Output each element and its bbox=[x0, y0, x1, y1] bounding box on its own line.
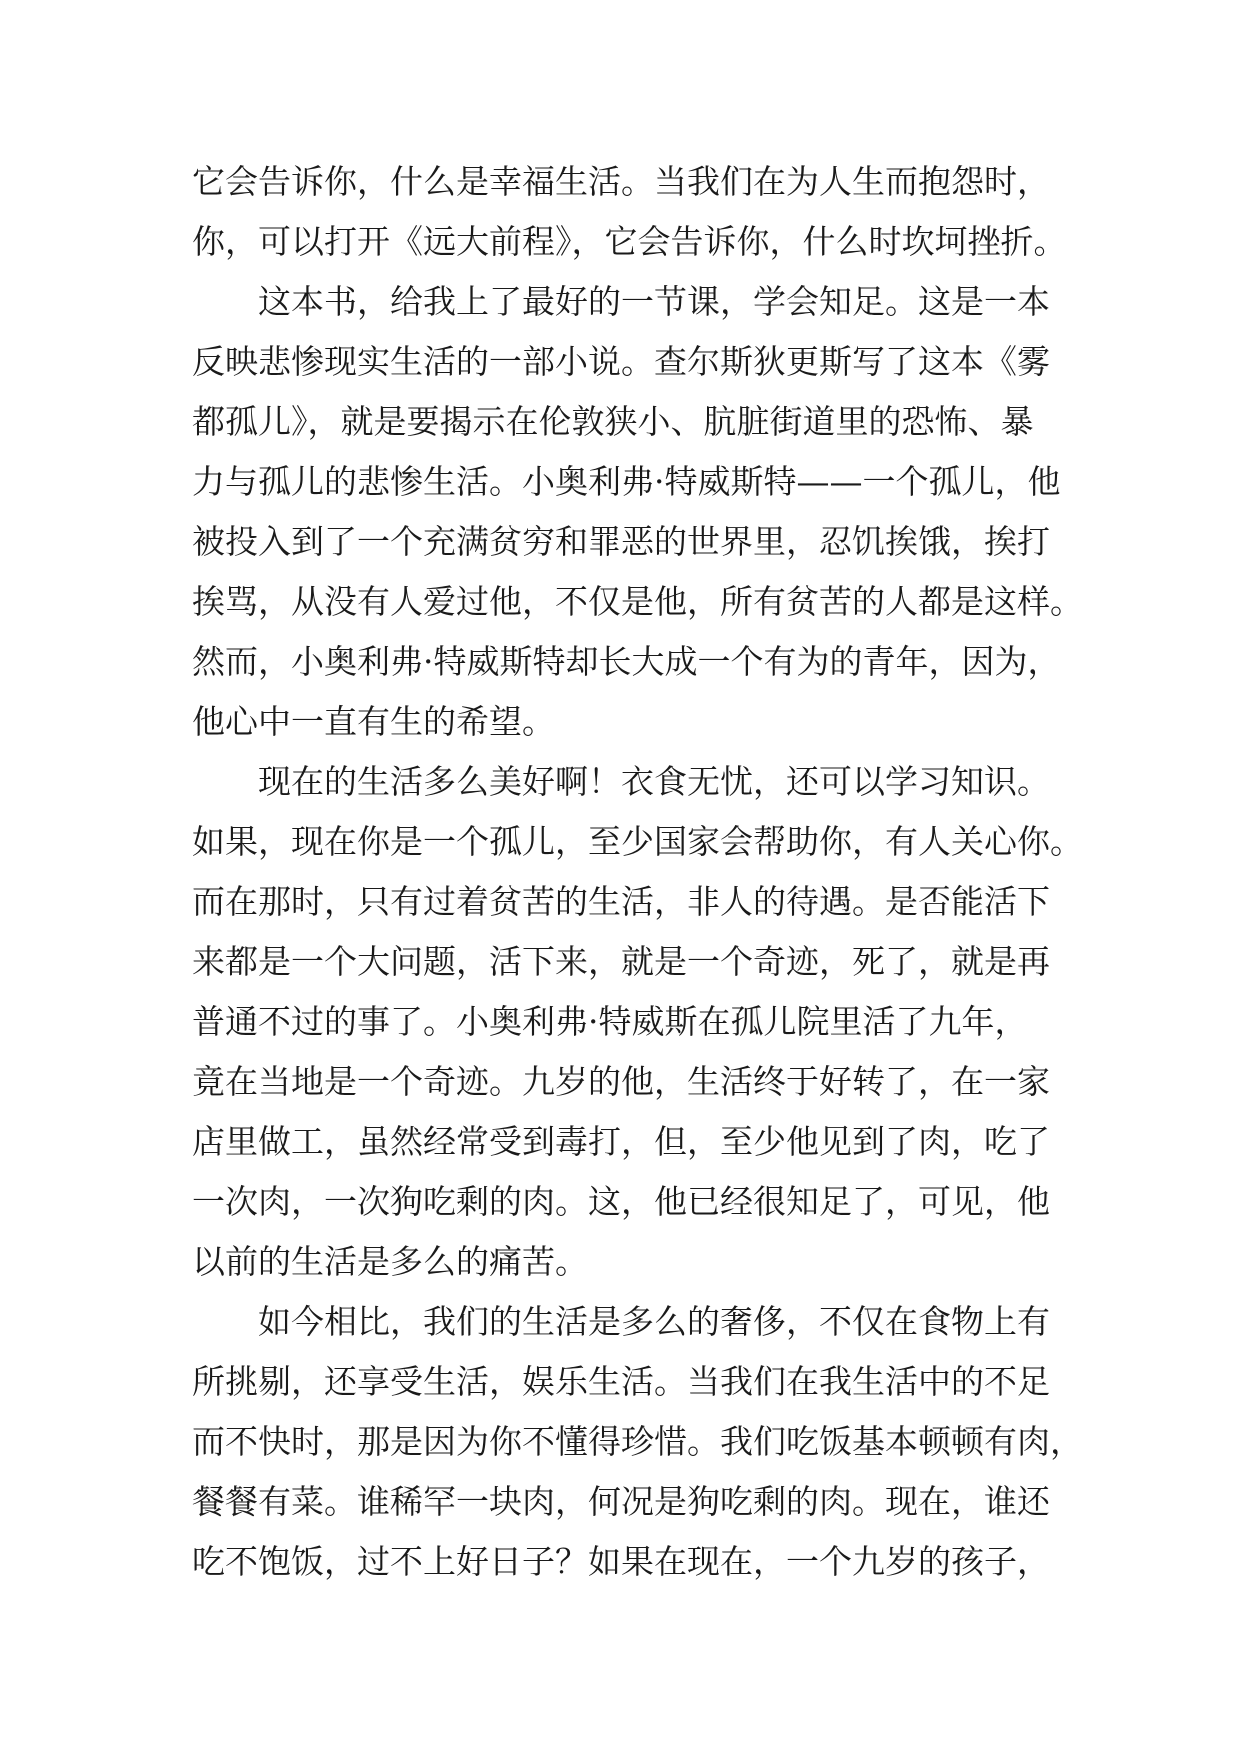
body-text bbox=[192, 152, 1083, 1592]
text-line: 以前的生活是多么的痛苦。 bbox=[192, 1242, 588, 1281]
text-line: 店里做工，虽然经常受到毒打，但，至少他见到了肉，吃了 bbox=[192, 1122, 1050, 1161]
text-line: 它会告诉你，什么是幸福生活。当我们在为人生而抱怨时， bbox=[192, 162, 1050, 201]
text-line: 竟在当地是一个奇迹。九岁的他，生活终于好转了，在一家 bbox=[192, 1062, 1050, 1101]
text-line: 如今相比，我们的生活是多么的奢侈，不仅在食物上有 bbox=[192, 1302, 1050, 1341]
text-line: 都孤儿》，就是要揭示在伦敦狭小、肮脏街道里的恐怖、暴 bbox=[192, 402, 1034, 441]
text-line: 挨骂，从没有人爱过他，不仅是他，所有贫苦的人都是这样。 bbox=[192, 582, 1083, 621]
text-line: 现在的生活多么美好啊！衣食无忧，还可以学习知识。 bbox=[192, 762, 1050, 801]
text-line: 这本书，给我上了最好的一节课，学会知足。这是一本 bbox=[192, 282, 1050, 321]
text-line: 吃不饱饭，过不上好日子？如果在现在，一个九岁的孩子， bbox=[192, 1542, 1050, 1581]
text-line: 所挑剔，还享受生活，娱乐生活。当我们在我生活中的不足 bbox=[192, 1362, 1050, 1401]
text-line: 被投入到了一个充满贫穷和罪恶的世界里，忍饥挨饿，挨打 bbox=[192, 522, 1050, 561]
text-line: 餐餐有菜。谁稀罕一块肉，何况是狗吃剩的肉。现在，谁还 bbox=[192, 1482, 1050, 1521]
text-line: 而不快时，那是因为你不懂得珍惜。我们吃饭基本顿顿有肉， bbox=[192, 1422, 1083, 1461]
text-line: 来都是一个大问题，活下来，就是一个奇迹，死了，就是再 bbox=[192, 942, 1050, 981]
text-line: 然而，小奥利弗·特威斯特却长大成一个有为的青年，因为， bbox=[192, 642, 1061, 681]
text-line: 力与孤儿的悲惨生活。小奥利弗·特威斯特——一个孤儿，他 bbox=[192, 462, 1061, 501]
text-line: 一次肉，一次狗吃剩的肉。这，他已经很知足了，可见，他 bbox=[192, 1182, 1050, 1221]
text-line: 反映悲惨现实生活的一部小说。查尔斯狄更斯写了这本《雾 bbox=[192, 342, 1050, 381]
text-line: 如果，现在你是一个孤儿，至少国家会帮助你，有人关心你。 bbox=[192, 822, 1083, 861]
text-line: 你，可以打开《远大前程》，它会告诉你，什么时坎坷挫折。 bbox=[192, 222, 1067, 261]
text-line: 而在那时，只有过着贫苦的生活，非人的待遇。是否能活下 bbox=[192, 882, 1050, 921]
text-line: 普通不过的事了。小奥利弗·特威斯在孤儿院里活了九年， bbox=[192, 1002, 1028, 1041]
text-line: 他心中一直有生的希望。 bbox=[192, 702, 555, 741]
